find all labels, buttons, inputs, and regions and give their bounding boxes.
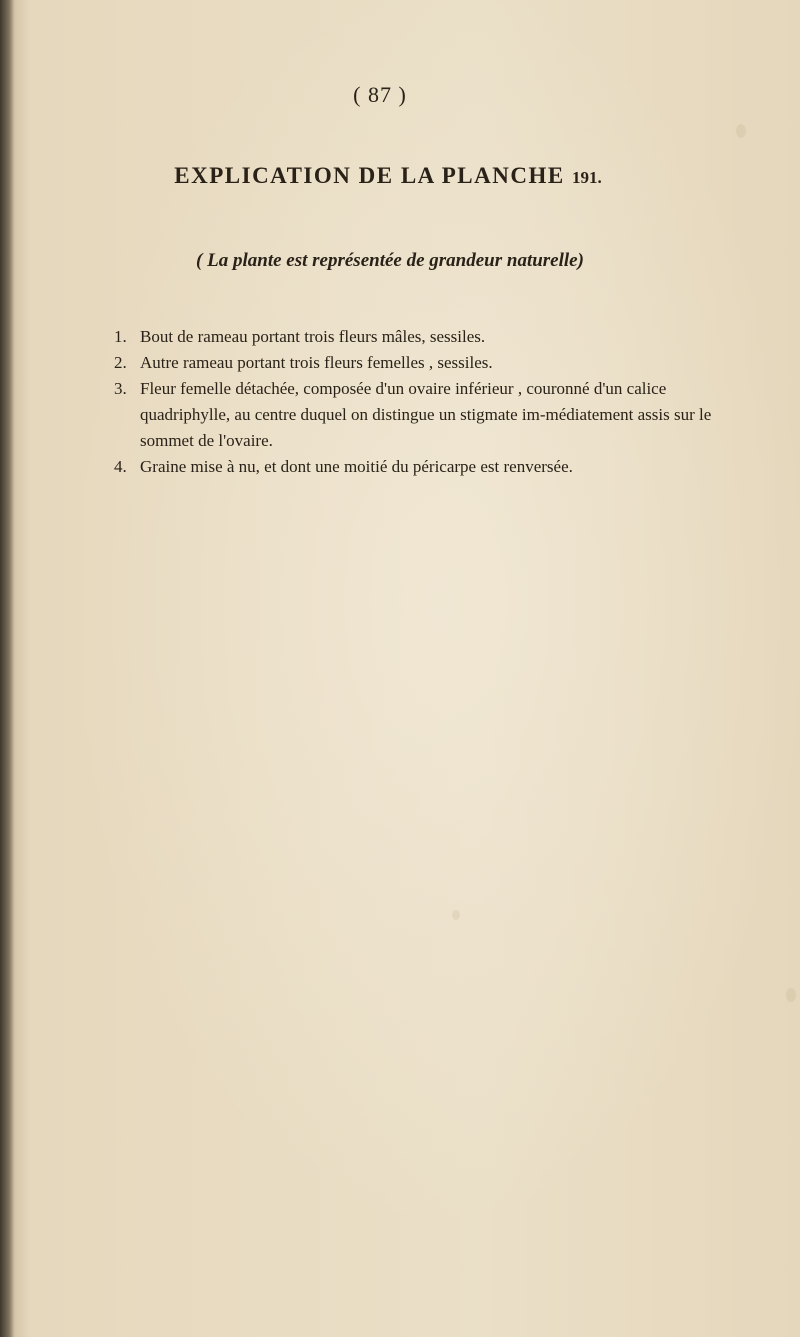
list-item <box>114 324 714 350</box>
list-item <box>114 376 714 454</box>
item-number: 3. <box>114 379 127 398</box>
paper-stain <box>786 988 796 1002</box>
page-title <box>0 163 776 189</box>
list-item <box>114 454 714 480</box>
item-text: Autre rameau portant trois fleurs femelles , sessiles. <box>140 353 493 372</box>
item-text: Graine mise à nu, et dont une moitié du péricarpe est renversée. <box>140 457 573 476</box>
plate-number: 191. <box>571 168 602 187</box>
explanation-list <box>114 324 714 480</box>
item-number: 1. <box>114 327 127 346</box>
book-gutter <box>0 0 14 1337</box>
item-number: 4. <box>114 457 127 476</box>
item-text: Fleur femelle détachée, composée d'un ovaire inférieur , couronné d'un calice quadriphylle, au centre duquel on distingue un stigmate im-médiatement assis sur le sommet de l'ovaire. <box>140 379 712 450</box>
page-number: ( 87 ) <box>353 82 407 107</box>
page-subtitle: ( La plante est représentée de grandeur naturelle) <box>196 250 584 271</box>
paper-stain <box>736 124 746 138</box>
item-text: Bout de rameau portant trois fleurs mâles, sessiles. <box>140 327 486 346</box>
item-number: 2. <box>114 353 127 372</box>
title-text: EXPLICATION DE LA PLANCHE <box>174 163 572 188</box>
paper-stain <box>452 910 460 920</box>
list-item <box>114 350 714 376</box>
